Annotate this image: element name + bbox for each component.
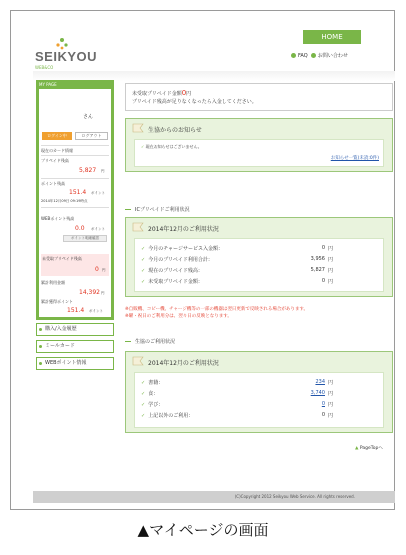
warning-line2: ※曜・祝日のご利用分は、翌々日の反映となります。 bbox=[125, 314, 232, 319]
home-button[interactable]: HOME bbox=[303, 30, 361, 44]
ic-row-unit: 円 bbox=[327, 279, 333, 285]
top-nav bbox=[291, 52, 348, 59]
ic-usage-box bbox=[125, 217, 393, 297]
bullet-icon bbox=[311, 53, 316, 58]
sidebar bbox=[36, 80, 114, 400]
faq-link[interactable]: FAQ bbox=[298, 53, 308, 59]
user-name: さん bbox=[83, 114, 94, 120]
logo-subtext: WEB&CO bbox=[35, 65, 54, 70]
usage-warning bbox=[125, 306, 393, 320]
coop-row-value: 0 bbox=[321, 412, 325, 418]
menu-purchase-history[interactable]: 購入/入金履歴 bbox=[36, 323, 114, 336]
ic-row bbox=[141, 267, 377, 275]
pagetop-link[interactable] bbox=[355, 445, 383, 451]
ic-row bbox=[141, 278, 377, 286]
coop-row bbox=[141, 401, 377, 409]
arrow-up-icon: ▲ bbox=[355, 446, 360, 451]
notice-line2: プリペイド残高が足りなくなったら入金してください。 bbox=[132, 99, 257, 105]
divider bbox=[41, 145, 109, 146]
ic-row bbox=[141, 256, 377, 264]
total-usage-unit: 円 bbox=[101, 291, 105, 295]
ic-usage-title: 2014年12月のご利用状況 bbox=[148, 226, 219, 233]
unreceived-label: 未受取プリペイド残高 bbox=[42, 256, 82, 261]
web-point-label: WEBポイント残高 bbox=[41, 216, 75, 221]
coop-row-unit: 円 bbox=[327, 391, 333, 397]
logout-button[interactable]: ログアウト bbox=[75, 132, 108, 140]
web-point-value: 0.0 bbox=[75, 225, 85, 232]
check-icon: ✓ bbox=[141, 257, 146, 263]
check-icon: ✓ bbox=[141, 144, 146, 149]
notice-amount: 0 bbox=[181, 89, 187, 97]
coop-row-unit: 円 bbox=[327, 402, 333, 408]
total-point-label: 累計獲得ポイント bbox=[41, 299, 73, 304]
check-icon: ✓ bbox=[141, 402, 146, 408]
announcements-list-link[interactable]: お知らせ一覧(未読:0件) bbox=[330, 156, 379, 161]
web-point-unit: ポイント bbox=[91, 227, 105, 231]
check-icon: ✓ bbox=[141, 380, 146, 386]
point-value: 151.4 bbox=[69, 189, 87, 196]
ic-row-unit: 円 bbox=[327, 268, 333, 274]
notice-prefix: 未受取プリペイド金額 bbox=[132, 91, 182, 97]
prepaid-value: 5,827 bbox=[79, 167, 97, 174]
ic-row-label: 未受取プリペイド金額： bbox=[148, 279, 203, 285]
login-status-button: ログイン中 bbox=[42, 132, 72, 140]
pagetop-label: PageTopへ bbox=[359, 446, 383, 451]
check-icon: ✓ bbox=[141, 268, 146, 274]
ic-row-value: 0 bbox=[321, 278, 325, 284]
coop-usage-box bbox=[125, 351, 393, 433]
coop-row-label: 食： bbox=[148, 391, 159, 397]
total-usage-value: 14,392 bbox=[79, 289, 100, 296]
announcements-body bbox=[134, 139, 384, 167]
total-point-value: 151.4 bbox=[67, 307, 85, 314]
divider bbox=[41, 155, 109, 156]
coop-row bbox=[141, 379, 377, 387]
ic-row-label: 今月のプリペイド利用合計： bbox=[148, 257, 213, 263]
notice-unit: 円 bbox=[186, 91, 192, 97]
ic-row-label: 今月のチャージサービス入金額： bbox=[148, 246, 223, 252]
card-info-label: 現在のカード情報 bbox=[41, 148, 73, 153]
mypage-heading: MY PAGE bbox=[39, 82, 57, 87]
coop-row-value-link[interactable]: 0 bbox=[321, 401, 325, 407]
as-of-date: 2014年12月09日 09:19時点 bbox=[41, 199, 88, 203]
ic-usage-body bbox=[134, 238, 384, 292]
page bbox=[33, 23, 395, 501]
ic-section-label: ICプリペイドご利用状況 bbox=[125, 206, 190, 213]
coop-row-unit: 円 bbox=[327, 413, 333, 419]
total-point-unit: ポイント bbox=[89, 309, 103, 313]
bullet-icon bbox=[291, 53, 296, 58]
menu-web-point[interactable]: WEBポイント情報 bbox=[36, 357, 114, 370]
ic-row-value: 3,956 bbox=[310, 256, 325, 262]
check-icon: ✓ bbox=[141, 246, 146, 252]
usage-section-label: 生協のご利用状況 bbox=[125, 338, 175, 345]
prepaid-notice bbox=[125, 83, 393, 111]
point-detail-button[interactable]: ポイント明細確認 bbox=[63, 235, 107, 242]
footer: (C)Copyright 2012 Seikyou Web Service. All rights reserved. bbox=[33, 491, 395, 503]
contact-link[interactable]: お問い合わせ bbox=[317, 53, 348, 59]
warning-line1: ※自販機、コピー機、チャージ機等の一部の機器は翌日更新で反映される場合があります。 bbox=[125, 307, 309, 312]
mypage-panel-body bbox=[39, 89, 111, 317]
coop-usage-title: 2014年12月のご利用状況 bbox=[148, 360, 219, 367]
ribbon-icon bbox=[132, 123, 144, 133]
coop-row-label: 学び： bbox=[148, 402, 164, 408]
point-unit: ポイント bbox=[91, 191, 105, 195]
announcements-box bbox=[125, 118, 393, 172]
total-usage-label: 累計利用金額 bbox=[41, 280, 65, 285]
unreceived-unit: 円 bbox=[102, 268, 106, 272]
image-caption: ▲マイページの画面 bbox=[137, 521, 269, 539]
coop-row bbox=[141, 390, 377, 398]
divider bbox=[41, 207, 109, 208]
screenshot-frame bbox=[10, 10, 395, 510]
coop-row-unit: 円 bbox=[327, 380, 333, 386]
coop-row-label: 書籍： bbox=[148, 380, 164, 386]
menu-meal-card[interactable]: ミールカード bbox=[36, 340, 114, 353]
check-icon: ✓ bbox=[141, 413, 146, 419]
check-icon: ✓ bbox=[141, 279, 146, 285]
ic-row-label: 現在のプリペイド残高： bbox=[148, 268, 203, 274]
ic-row-unit: 円 bbox=[327, 257, 333, 263]
announcements-title: 生協からのお知らせ bbox=[148, 127, 202, 134]
unreceived-value: 0 bbox=[95, 266, 99, 273]
point-label: ポイント残高 bbox=[41, 181, 65, 186]
logo-text: SEIKYOU bbox=[35, 49, 98, 64]
coop-row-label: 上記以外のご利用： bbox=[148, 413, 194, 419]
announcements-empty bbox=[141, 144, 202, 150]
ic-row-unit: 円 bbox=[327, 246, 333, 252]
ic-row-value: 0 bbox=[321, 245, 325, 251]
ic-row bbox=[141, 245, 377, 253]
coop-row bbox=[141, 412, 377, 420]
ic-row-value: 5,827 bbox=[310, 267, 325, 273]
coop-usage-body bbox=[134, 372, 384, 428]
coop-row-value-link[interactable]: 3,740 bbox=[310, 390, 325, 396]
coop-row-value-link[interactable]: 234 bbox=[315, 379, 325, 385]
check-icon: ✓ bbox=[141, 391, 146, 397]
ribbon-icon bbox=[132, 222, 144, 232]
divider bbox=[41, 178, 109, 179]
mypage-panel bbox=[36, 80, 114, 320]
announcements-empty-text: 現在お知らせはございません。 bbox=[145, 144, 202, 149]
prepaid-label: プリペイド残高 bbox=[41, 158, 69, 163]
ribbon-icon bbox=[132, 356, 144, 366]
prepaid-unit: 円 bbox=[101, 169, 105, 173]
